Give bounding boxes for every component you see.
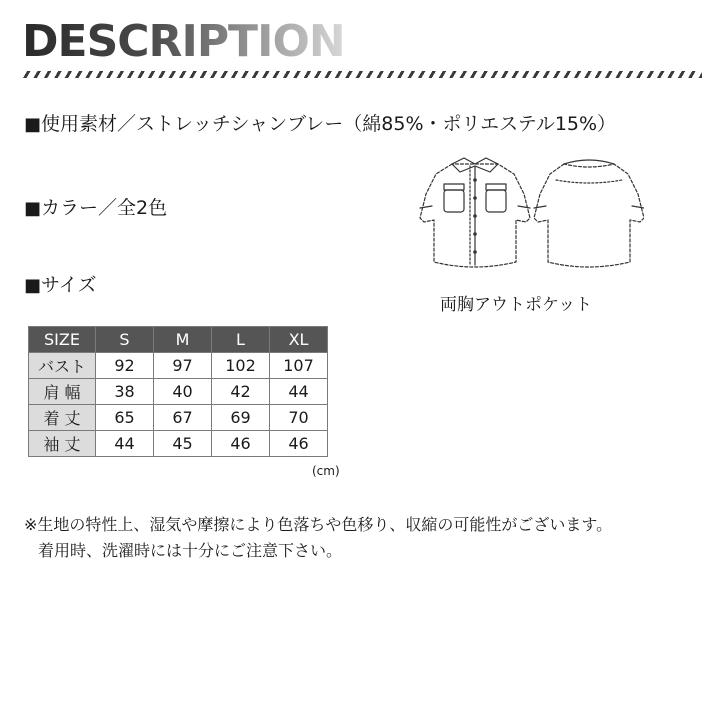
shirt-back-drawing: [534, 160, 644, 267]
table-row: [29, 431, 328, 457]
table-cell: 40: [154, 379, 212, 405]
unit-label: (cm): [312, 464, 340, 478]
table-cell: 92: [96, 353, 154, 379]
color-spec: [24, 196, 167, 221]
page-title: DESCRIPTION: [22, 16, 345, 67]
row-label-length: 着 丈: [29, 405, 96, 431]
table-cell: 97: [154, 353, 212, 379]
table-row: [29, 353, 328, 379]
table-cell: 46: [270, 431, 328, 457]
size-header-s: S: [96, 327, 154, 353]
table-cell: 65: [96, 405, 154, 431]
hatched-divider: [22, 71, 702, 78]
size-table: [28, 326, 328, 457]
table-cell: 44: [96, 431, 154, 457]
bullet-square: ■: [24, 114, 42, 135]
table-cell: 70: [270, 405, 328, 431]
care-note-line1: ※生地の特性上、湿気や摩擦により色落ちや色移り、収縮の可能性がございます。: [24, 515, 613, 534]
shirt-illustration: [418, 150, 644, 280]
bullet-square: ■: [24, 198, 42, 219]
size-header-l: L: [212, 327, 270, 353]
row-label-sleeve: 袖 丈: [29, 431, 96, 457]
size-heading-text: サイズ: [41, 274, 97, 296]
table-cell: 67: [154, 405, 212, 431]
illustration-caption: 両胸アウトポケット: [440, 295, 593, 315]
size-table-header: [29, 327, 328, 353]
table-cell: 38: [96, 379, 154, 405]
table-cell: 46: [212, 431, 270, 457]
table-cell: 69: [212, 405, 270, 431]
table-cell: 107: [270, 353, 328, 379]
size-header-xl: XL: [270, 327, 328, 353]
table-cell: 42: [212, 379, 270, 405]
material-text: 使用素材／ストレッチシャンブレー（綿85%・ポリエステル15%）: [41, 113, 617, 135]
color-text: カラー／全2色: [41, 197, 168, 219]
shirt-front-drawing: [420, 158, 530, 267]
row-label-bust: バスト: [29, 353, 96, 379]
size-header-m: M: [154, 327, 212, 353]
table-cell: 44: [270, 379, 328, 405]
size-heading: [24, 273, 97, 298]
material-spec: [24, 112, 616, 137]
table-cell: 45: [154, 431, 212, 457]
bullet-square: ■: [24, 275, 42, 296]
table-row: [29, 379, 328, 405]
table-cell: 102: [212, 353, 270, 379]
care-note-line2: 着用時、洗濯時には十分にご注意下さい。: [38, 541, 343, 560]
table-row: [29, 405, 328, 431]
size-header-corner: SIZE: [29, 327, 96, 353]
row-label-shoulder: 肩 幅: [29, 379, 96, 405]
